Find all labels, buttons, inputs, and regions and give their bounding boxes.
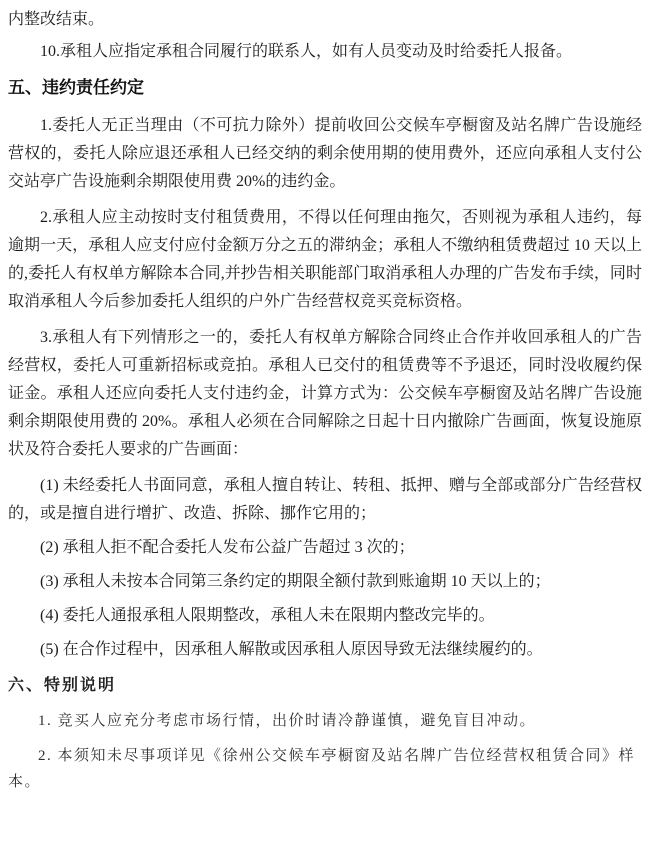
- section-5-paragraph-2: 2.承租人应主动按时支付租赁费用，不得以任何理由拖欠，否则视为承租人违约，每逾期一天，承租人应支付应付金额万分之五的滞纳金；承租人不缴纳租赁费超过 10 天以上的,委托人有权单方解除本合同,并抄告相关职能部门取消承租人办理的广告发布手续，同时取消承租人今后参加委托人组织的户外广告经营权竞买竞标资格。: [8, 209, 642, 310]
- section-5-paragraph-3: 3.承租人有下列情形之一的，委托人有权单方解除合同终止合作并收回承租人的广告经营权，委托人可重新招标或竞拍。承租人已交付的租赁费等不予退还，同时没收履约保证金。承租人还应向委托人支付违约金，计算方式为：公交候车亭橱窗及站名牌广告设施剩余期限使用费的 20%。承租人必须在合同解除之日起十日内撤除广告画面，恢复设施原状及符合委托人要求的广告画面：: [8, 329, 642, 458]
- section-5-item-2: (2) 承租人拒不配合委托人发布公益广告超过 3 次的；: [40, 539, 415, 556]
- section-6-heading: 六、特别说明: [8, 677, 117, 694]
- section-5-item-5: (5) 在合作过程中，因承租人解散或因承租人原因导致无法继续履约的。: [40, 641, 543, 658]
- clause-10: 10.承租人应指定承租合同履行的联系人，如有人员变动及时给委托人报备。: [40, 43, 573, 60]
- section-5-item-3: (3) 承租人未按本合同第三条约定的期限全额付款到账逾期 10 天以上的；: [40, 573, 551, 590]
- section-5-paragraph-1: 1.委托人无正当理由（不可抗力除外）提前收回公交候车亭橱窗及站名牌广告设施经营权的，委托人除应退还承租人已经交纳的剩余使用期的使用费外，还应向承租人支付公交站亭广告设施剩余期限使用费 20%的违约金。: [8, 117, 642, 190]
- carryover-line: 内整改结束。: [8, 11, 105, 28]
- section-6-item-2: 2. 本须知未尽事项详见《徐州公交候车亭橱窗及站名牌广告位经营权租赁合同》样本。: [8, 748, 636, 790]
- section-5-item-4: (4) 委托人通报承租人限期整改，承租人未在限期内整改完毕的。: [40, 607, 495, 624]
- section-5-heading: 五、违约责任约定: [8, 78, 144, 97]
- section-5-item-1: (1) 未经委托人书面同意，承租人擅自转让、转租、抵押、赠与全部或部分广告经营权的，或是擅自进行增扩、改造、拆除、挪作它用的；: [8, 477, 642, 522]
- section-6-item-1: 1. 竞买人应充分考虑市场行情，出价时请冷静谨慎，避免盲目冲动。: [38, 713, 537, 729]
